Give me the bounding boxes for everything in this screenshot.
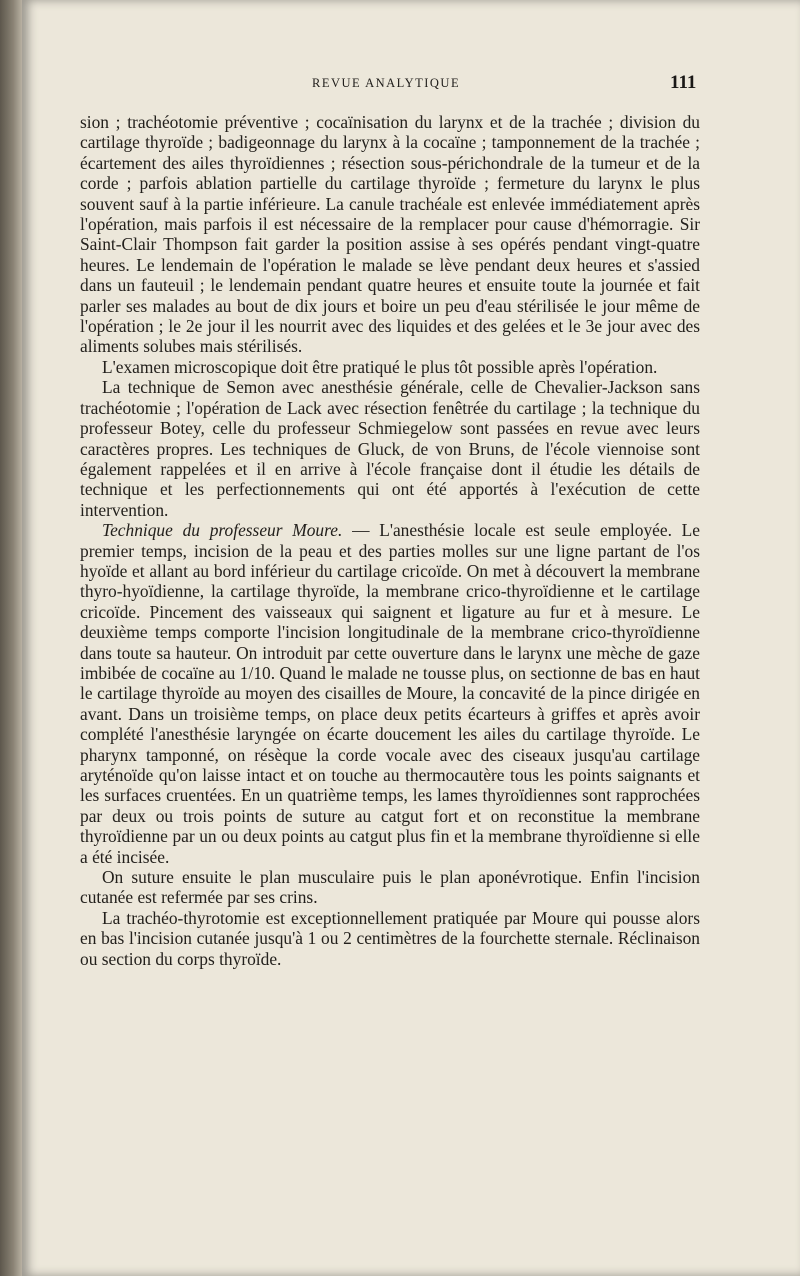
section-heading-italic: Technique du professeur Moure. [102, 520, 343, 541]
scanned-page [22, 0, 800, 1276]
page-header [22, 72, 800, 98]
paragraph-3: La technique de Semon avec anesthésie générale, celle de Chevalier-Jackson sans trachéotomie ; l'opération de Lack avec résection fenêtrée du cartilage ; la technique du professeur Botey, celle du professeur Schmiegelow sont passées en revue avec leurs caractères propres. Les techniques de Gluck, de von Bruns, de l'école viennoise sont également rappelées et il en arrive à l'école française dont il étudie les détails de technique et les perfectionnements qui ont été apportés à l'exécution de cette intervention. [80, 377, 700, 520]
paragraph-1: sion ; trachéotomie préventive ; cocaïnisation du larynx et de la trachée ; division du cartilage thyroïde ; badigeonnage du larynx à la cocaïne ; tamponnement de la trachée ; écartement des ailes thyroïdiennes ; résection sous-périchondrale de la tumeur et de la corde ; parfois ablation partielle du cartilage thyroïde ; fermeture du larynx le plus souvent sauf à la partie inférieure. La canule trachéale est enlevée immédiatement après l'opération, mais parfois il est nécessaire de la remplacer pour cause d'hémorragie. Sir Saint-Clair Thompson fait garder la position assise à ses opérés pendant vingt-quatre heures. Le lendemain de l'opération le malade se lève pendant deux heures et s'assied dans un fauteuil ; le lendemain pendant quatre heures et ensuite toute la journée et fait parler ses malades au bout de dix jours et boire un peu d'eau stérilisée le jour même de l'opération ; le 2e jour il les nourrit avec des liquides et des gelées et le 3e jour avec des aliments solubes mais stérilisés. [80, 112, 700, 357]
paragraph-6: La trachéo-thyrotomie est exceptionnellement pratiquée par Moure qui pousse alors en bas l'incision cutanée jusqu'à 1 ou 2 centimètres de la fourchette sternale. Réclinaison ou section du corps thyroïde. [80, 907, 700, 969]
body-text [80, 112, 700, 969]
paragraph-4 [80, 520, 700, 867]
paragraph-2: L'examen microscopique doit être pratiqué le plus tôt possible après l'opération. [102, 356, 658, 377]
paragraph-4-text: — L'anesthésie locale est seule employée. Le premier temps, incision de la peau et des parties molles sur une ligne partant de l'os hyoïde et allant au bord inférieur du cartilage cricoïde. On met à découvert la membrane thyro-hyoïdienne, la cartilage thyroïde, la membrane crico-thyroïdienne et le cartilage cricoïde. Pincement des vaisseaux qui saignent et ligature au fur et à mesure. Le deuxième temps comporte l'incision longitudinale de la membrane crico-thyroïdienne dans toute sa hauteur. On introduit par cette ouverture dans le larynx une mèche de gaze imbibée de cocaïne au 1/10. Quand le malade ne tousse plus, on sectionne de bas en haut le cartilage thyroïde au moyen des cisailles de Moure, la concavité de la pince dirigée en avant. Dans un troisième temps, on place deux petits écarteurs à griffes et après avoir complété l'anesthésie laryngée on écarte doucement les ailes du cartilage thyroïde. Le pharynx tamponné, on résèque la corde vocale avec des ciseaux jusqu'au cartilage aryténoïde qu'on laisse intact et on touche au thermocautère tous les points saignants et les surfaces cruentées. En un quatrième temps, les lames thyroïdiennes sont rapprochées par deux ou trois points de suture au catgut fort et on reconstitue la membrane thyroïdienne par un ou deux points au catgut plus fin et la membrane thyroïdienne si elle a été incisée. [80, 520, 701, 867]
paragraph-5: On suture ensuite le plan musculaire puis le plan aponévrotique. Enfin l'incision cutanée est refermée par ses crins. [80, 867, 700, 908]
book-spine-shadow [0, 0, 22, 1276]
running-title: REVUE ANALYTIQUE [312, 76, 461, 90]
page-number: 111 [670, 72, 697, 93]
